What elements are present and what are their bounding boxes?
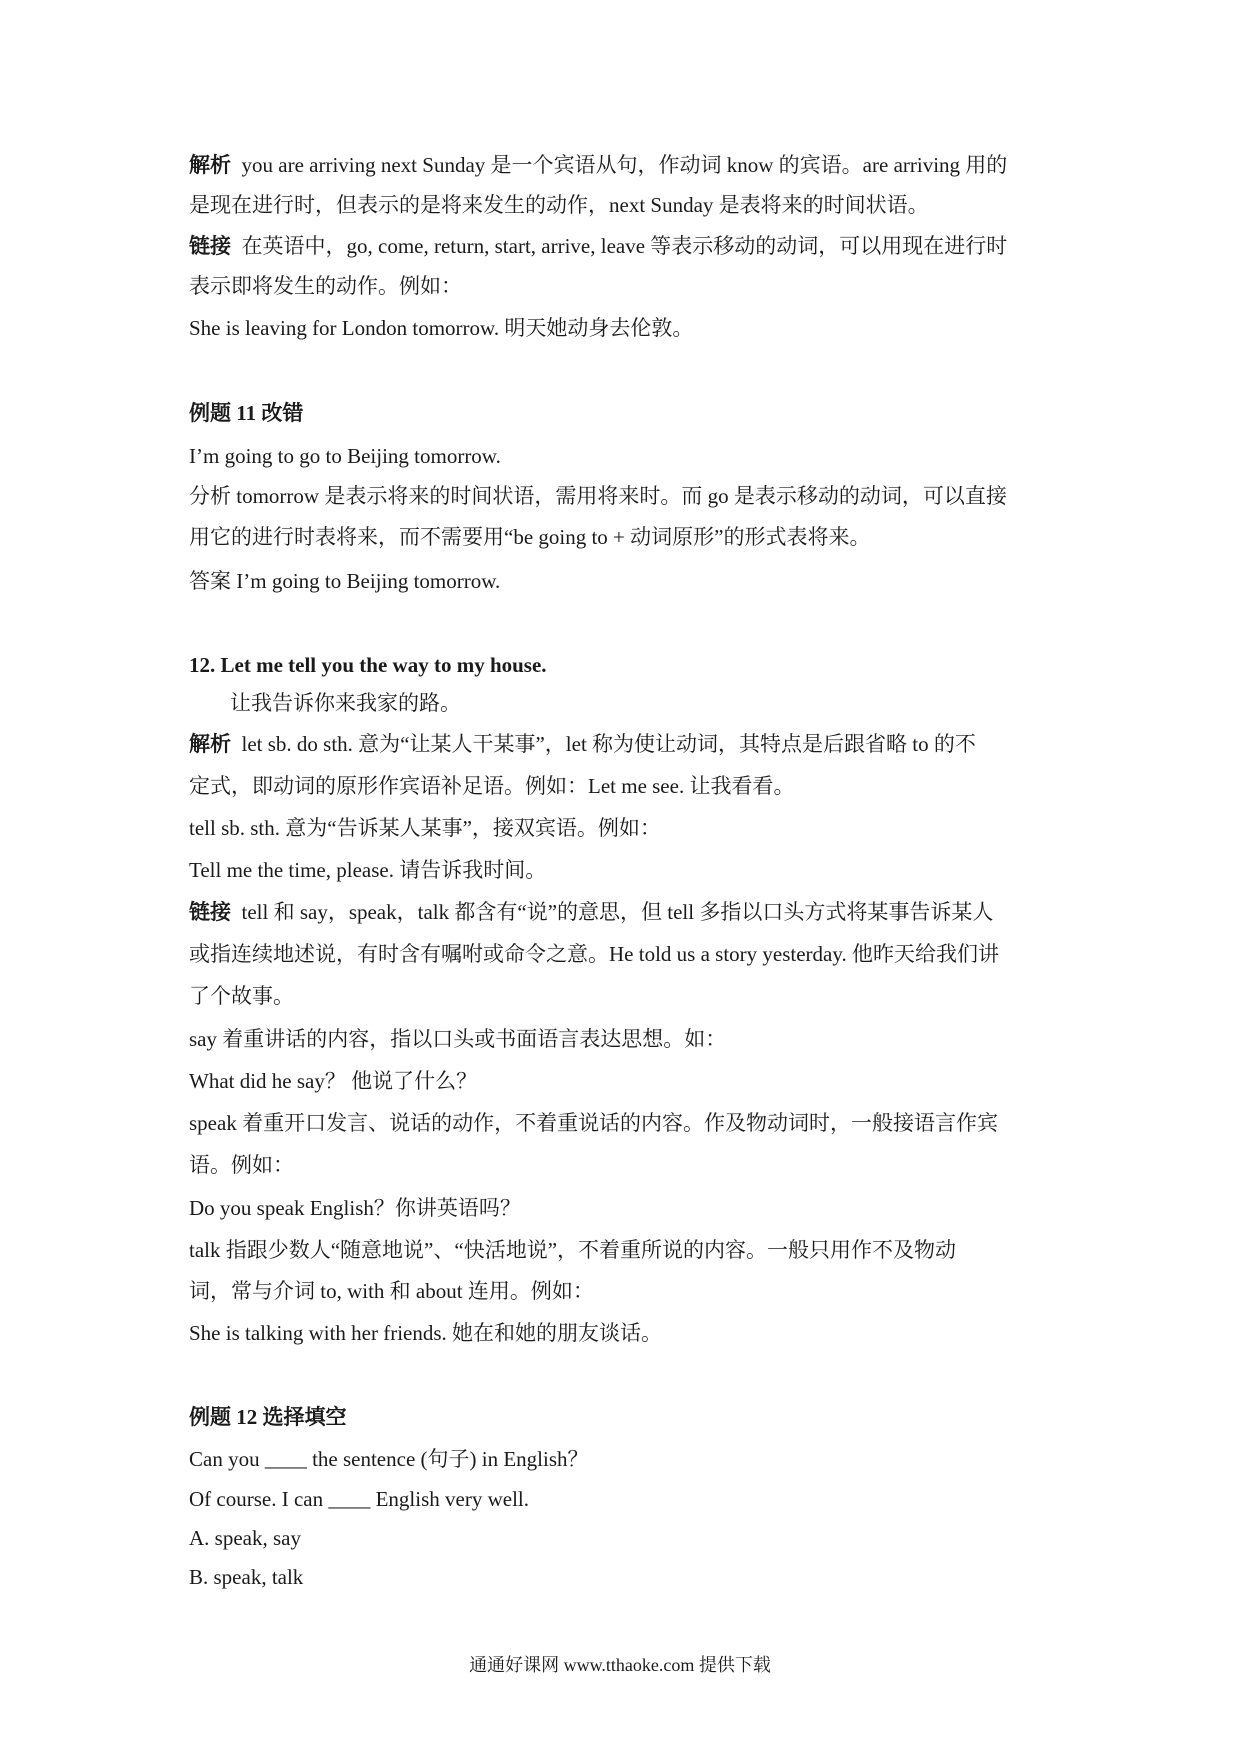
link-text: 在英语中，go, come, return, start, arrive, leave 等表示移动的动词，可以用现在进行时 bbox=[241, 234, 1008, 258]
analysis-line-2: 是现在进行时，但表示的是将来发生的动作，next Sunday 是表将来的时间状语。 bbox=[189, 193, 929, 217]
speak-line-2: 语。例如： bbox=[189, 1153, 294, 1177]
option-a: A. speak, say bbox=[189, 1526, 301, 1550]
link-line-2: 表示即将发生的动作。例如： bbox=[189, 274, 462, 298]
analysis-label: 解析 bbox=[189, 153, 231, 177]
say-example: What did he say？ 他说了什么？ bbox=[189, 1069, 478, 1093]
item12-link-line-3: 了个故事。 bbox=[189, 984, 294, 1008]
example11-analysis-2: 用它的进行时表将来，而不需要用“be going to + 动词原形”的形式表将来。 bbox=[189, 525, 871, 549]
analysis-text: you are arriving next Sunday 是一个宾语从句，作动词 know 的宾语。are arriving 用的 bbox=[241, 153, 1008, 177]
item12-analysis-line-2: 定式，即动词的原形作宾语补足语。例如：Let me see. 让我看看。 bbox=[189, 774, 795, 798]
option-b: B. speak, talk bbox=[189, 1565, 304, 1589]
item12-analysis-line-1 bbox=[189, 729, 1069, 759]
link-label: 链接 bbox=[189, 900, 231, 924]
link-line-1 bbox=[189, 231, 1069, 261]
talk-line-1: talk 指跟少数人“随意地说”、“快活地说”，不着重所说的内容。一般只用作不及物动 bbox=[189, 1238, 957, 1262]
talk-line-2: 词，常与介词 to, with 和 about 连用。例如： bbox=[189, 1279, 594, 1303]
analysis-text: let sb. do sth. 意为“让某人干某事”，let 称为使让动词，其特点是后跟省略 to 的不 bbox=[241, 732, 976, 756]
example12-heading: 例题 12 选择填空 bbox=[189, 1405, 347, 1429]
item12-translation: 让我告诉你来我家的路。 bbox=[230, 691, 461, 715]
example12-question-2: Of course. I can ____ English very well. bbox=[189, 1487, 529, 1511]
talk-example: She is talking with her friends. 她在和她的朋友谈话。 bbox=[189, 1321, 663, 1345]
tell-line: tell sb. sth. 意为“告诉某人某事”，接双宾语。例如： bbox=[189, 816, 661, 840]
link-text: tell 和 say，speak，talk 都含有“说”的意思，但 tell 多指以口头方式将某事告诉某人 bbox=[241, 900, 994, 924]
link-label: 链接 bbox=[189, 234, 231, 258]
example-sentence: She is leaving for London tomorrow. 明天她动身去伦敦。 bbox=[189, 316, 694, 340]
example11-answer: 答案 I’m going to Beijing tomorrow. bbox=[189, 569, 501, 593]
tell-example: Tell me the time, please. 请告诉我时间。 bbox=[189, 858, 547, 882]
page-footer: 通通好课网 www.tthaoke.com 提供下载 bbox=[469, 1655, 771, 1675]
say-line: say 着重讲话的内容，指以口头或书面语言表达思想。如： bbox=[189, 1027, 727, 1051]
item12-link-line-2: 或指连续地述说，有时含有嘱咐或命令之意。He told us a story yesterday. 他昨天给我们讲 bbox=[189, 942, 999, 966]
item12-heading: 12. Let me tell you the way to my house. bbox=[189, 653, 547, 677]
analysis-label: 解析 bbox=[189, 732, 231, 756]
speak-example: Do you speak English？你讲英语吗？ bbox=[189, 1196, 521, 1220]
example11-heading: 例题 11 改错 bbox=[189, 401, 304, 425]
example12-question-1: Can you ____ the sentence (句子) in English？ bbox=[189, 1447, 589, 1471]
example11-analysis-1: 分析 tomorrow 是表示将来的时间状语，需用将来时。而 go 是表示移动的动词，可以直接 bbox=[189, 484, 1007, 508]
example11-sentence: I’m going to go to Beijing tomorrow. bbox=[189, 444, 501, 468]
analysis-line-1 bbox=[189, 150, 1069, 180]
speak-line-1: speak 着重开口发言、说话的动作，不着重说话的内容。作及物动词时，一般接语言作宾 bbox=[189, 1111, 999, 1135]
item12-link-line-1 bbox=[189, 897, 1069, 927]
